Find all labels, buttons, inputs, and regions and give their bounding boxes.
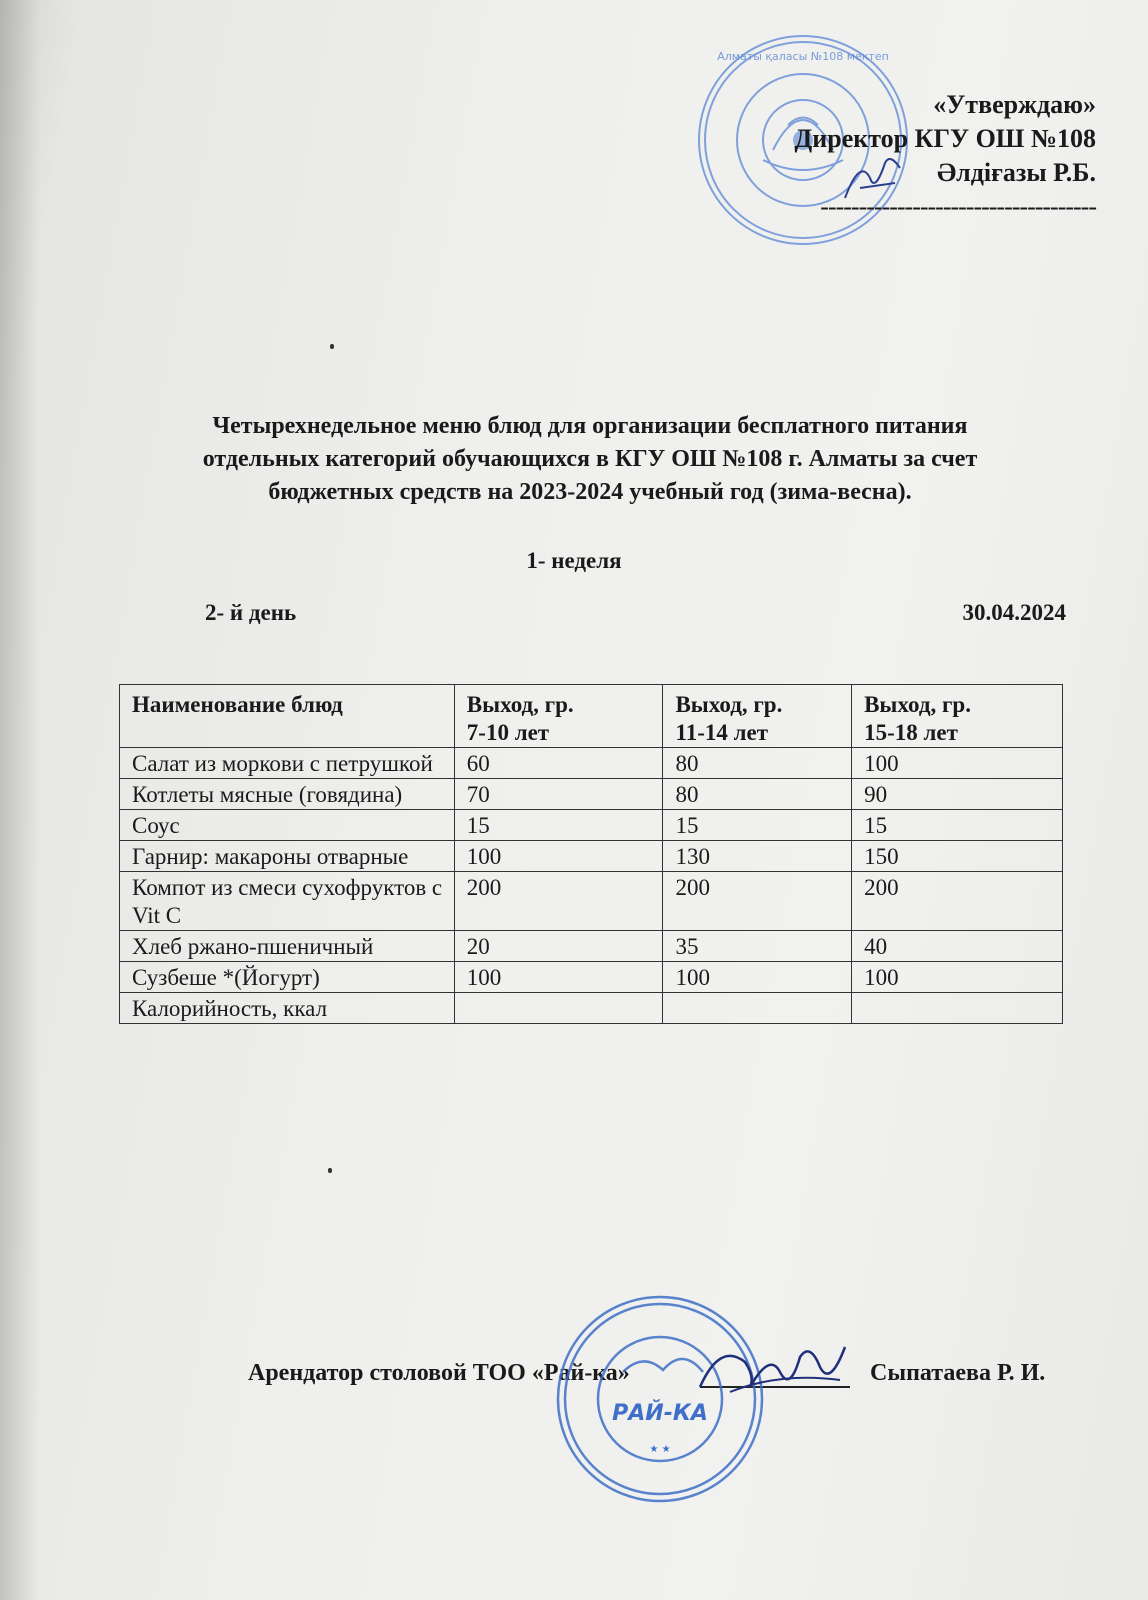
dish-name: Сузбеше *(Йогурт) [120, 962, 455, 993]
portion-15-18: 40 [852, 931, 1063, 962]
title-line-2: отдельных категорий обучающихся в КГУ ОШ №108 г. Алматы за счет [202, 446, 978, 472]
tenant-label: Арендатор столовой ТОО «Рай-ка» [248, 1360, 630, 1386]
portion-15-18: 200 [852, 872, 1063, 931]
dish-name: Калорийность, ккал [120, 993, 455, 1024]
dish-name: Компот из смеси сухофруктов с Vit C [120, 872, 455, 931]
ink-dot [328, 1168, 332, 1173]
header-age-7-10: Выход, гр. 7-10 лет [454, 685, 663, 748]
table-header-row [120, 685, 1063, 748]
portion-15-18: 15 [852, 810, 1063, 841]
dish-name: Салат из моркови с петрушкой [120, 748, 455, 779]
portion-11-14: 80 [663, 748, 852, 779]
dish-name: Хлеб ржано-пшеничный [120, 931, 455, 962]
document-title [120, 410, 1060, 509]
svg-text:★ ★: ★ ★ [649, 1444, 671, 1455]
portion-7-10: 70 [454, 779, 663, 810]
portion-11-14: 80 [663, 779, 852, 810]
portion-15-18: 150 [852, 841, 1063, 872]
menu-table [119, 684, 1063, 1024]
portion-7-10: 20 [454, 931, 663, 962]
table-row [120, 810, 1063, 841]
page-shadow [0, 0, 40, 1600]
title-line-3: бюджетных средств на 2023-2024 учебный год (зима-весна). [268, 479, 912, 505]
portion-11-14: 200 [663, 872, 852, 931]
portion-15-18 [852, 993, 1063, 1024]
portion-15-18: 100 [852, 962, 1063, 993]
portion-11-14: 35 [663, 931, 852, 962]
portion-15-18: 100 [852, 748, 1063, 779]
table-row [120, 779, 1063, 810]
svg-text:Алматы қаласы №108 мектеп: Алматы қаласы №108 мектеп [717, 50, 889, 63]
portion-11-14 [663, 993, 852, 1024]
tenant-signature [690, 1332, 855, 1412]
table-row [120, 748, 1063, 779]
portion-7-10 [454, 993, 663, 1024]
dish-name: Гарнир: макароны отварные [120, 841, 455, 872]
header-dish: Наименование блюд [120, 685, 455, 748]
table-row [120, 931, 1063, 962]
table-row [120, 872, 1063, 931]
approval-block [794, 88, 1096, 224]
stamp-brand: РАЙ-КА [612, 1401, 708, 1426]
portion-11-14: 130 [663, 841, 852, 872]
approval-title: «Утверждаю» [933, 90, 1096, 119]
approval-position: Директор КГУ ОШ №108 [794, 124, 1096, 153]
portion-7-10: 200 [454, 872, 663, 931]
header-age-11-14: Выход, гр. 11-14 лет [663, 685, 852, 748]
title-line-1: Четырехнедельное меню блюд для организации бесплатного питания [212, 413, 968, 439]
table-row [120, 993, 1063, 1024]
portion-11-14: 15 [663, 810, 852, 841]
table-row [120, 841, 1063, 872]
portion-7-10: 60 [454, 748, 663, 779]
tenant-name: Сыпатаева Р. И. [870, 1360, 1046, 1386]
day-label: 2- й день [205, 600, 297, 625]
portion-11-14: 100 [663, 962, 852, 993]
approval-signature-line: ------------------------------------ [820, 192, 1096, 221]
portion-7-10: 15 [454, 810, 663, 841]
portion-7-10: 100 [454, 841, 663, 872]
date-label: 30.04.2024 [962, 600, 1066, 625]
portion-15-18: 90 [852, 779, 1063, 810]
portion-7-10: 100 [454, 962, 663, 993]
table-row [120, 962, 1063, 993]
header-age-15-18: Выход, гр. 15-18 лет [852, 685, 1063, 748]
dish-name: Соус [120, 810, 455, 841]
ink-dot [330, 344, 334, 349]
dish-name: Котлеты мясные (говядина) [120, 779, 455, 810]
approval-name: Әлдіғазы Р.Б. [936, 158, 1096, 187]
week-label: 1- неделя [526, 548, 622, 573]
